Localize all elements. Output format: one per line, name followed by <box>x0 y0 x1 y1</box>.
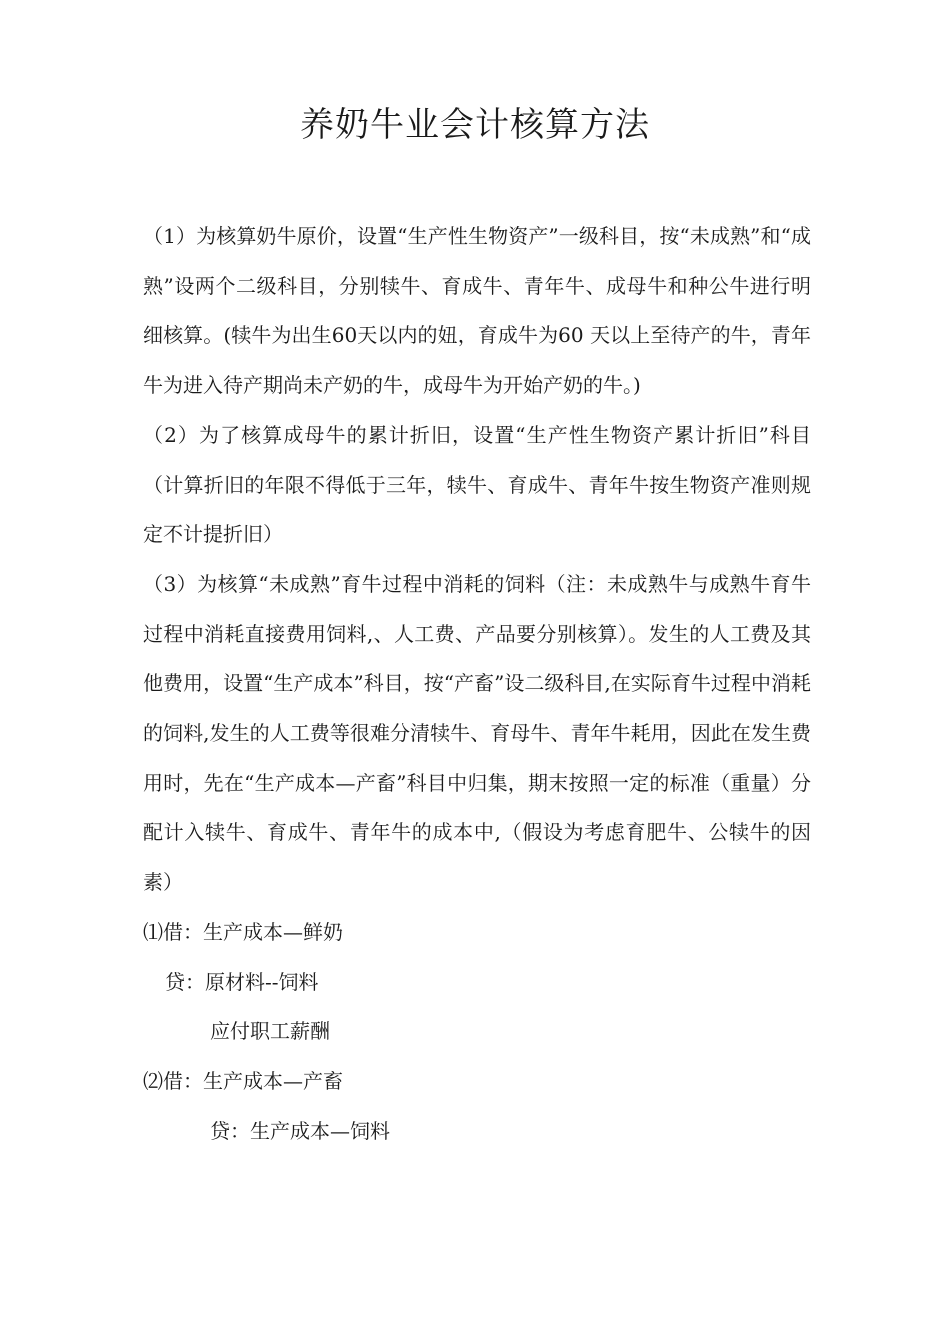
journal-entry-2-debit: ⑵借：生产成本—产畜 <box>143 1068 343 1093</box>
paragraph-2: （2）为了核算成母牛的累计折旧，设置“生产性生物资产累计折旧”科目（计算折旧的年限不得低于三年，犊牛、育成牛、青年牛按生物资产准则规定不计提折旧） <box>143 422 811 547</box>
journal-entry-1-debit: ⑴借：生产成本—鲜奶 <box>143 919 343 944</box>
journal-entry-1-credit-1: 贷：原材料--饲料 <box>165 969 319 994</box>
journal-entry-2-credit-1: 贷：生产成本—饲料 <box>210 1118 390 1143</box>
paragraph-1: （1）为核算奶牛原价，设置“生产性生物资产”一级科目，按“未成熟”和“成熟”设两个二级科目，分别犊牛、育成牛、青年牛、成母牛和种公牛进行明细核算。(犊牛为出生60天以内的妞，育成牛为60 天以上至待产的牛，青年牛为进入待产期尚未产奶的牛，成母牛为开始产奶的牛。) <box>143 224 811 398</box>
journal-entry-1-credit-2: 应付职工薪酬 <box>210 1019 330 1044</box>
document-title: 养奶牛业会计核算方法 <box>300 105 650 145</box>
paragraph-3: （3）为核算“未成熟”育牛过程中消耗的饲料（注：未成熟牛与成熟牛育牛过程中消耗直接费用饲料,、人工费、产品要分别核算）。发生的人工费及其他费用，设置“生产成本”科目，按“产畜”设二级科目,在实际育牛过程中消耗的饲料,发生的人工费等很难分清犊牛、育母牛、青年牛耗用，因此在发生费用时，先在“生产成本—产畜”科目中归集，期末按照一定的标准（重量）分配计入犊牛、育成牛、青年牛的成本中,（假设为考虑育肥牛、公犊牛的因素） <box>143 571 811 895</box>
document-body <box>143 212 811 1156</box>
